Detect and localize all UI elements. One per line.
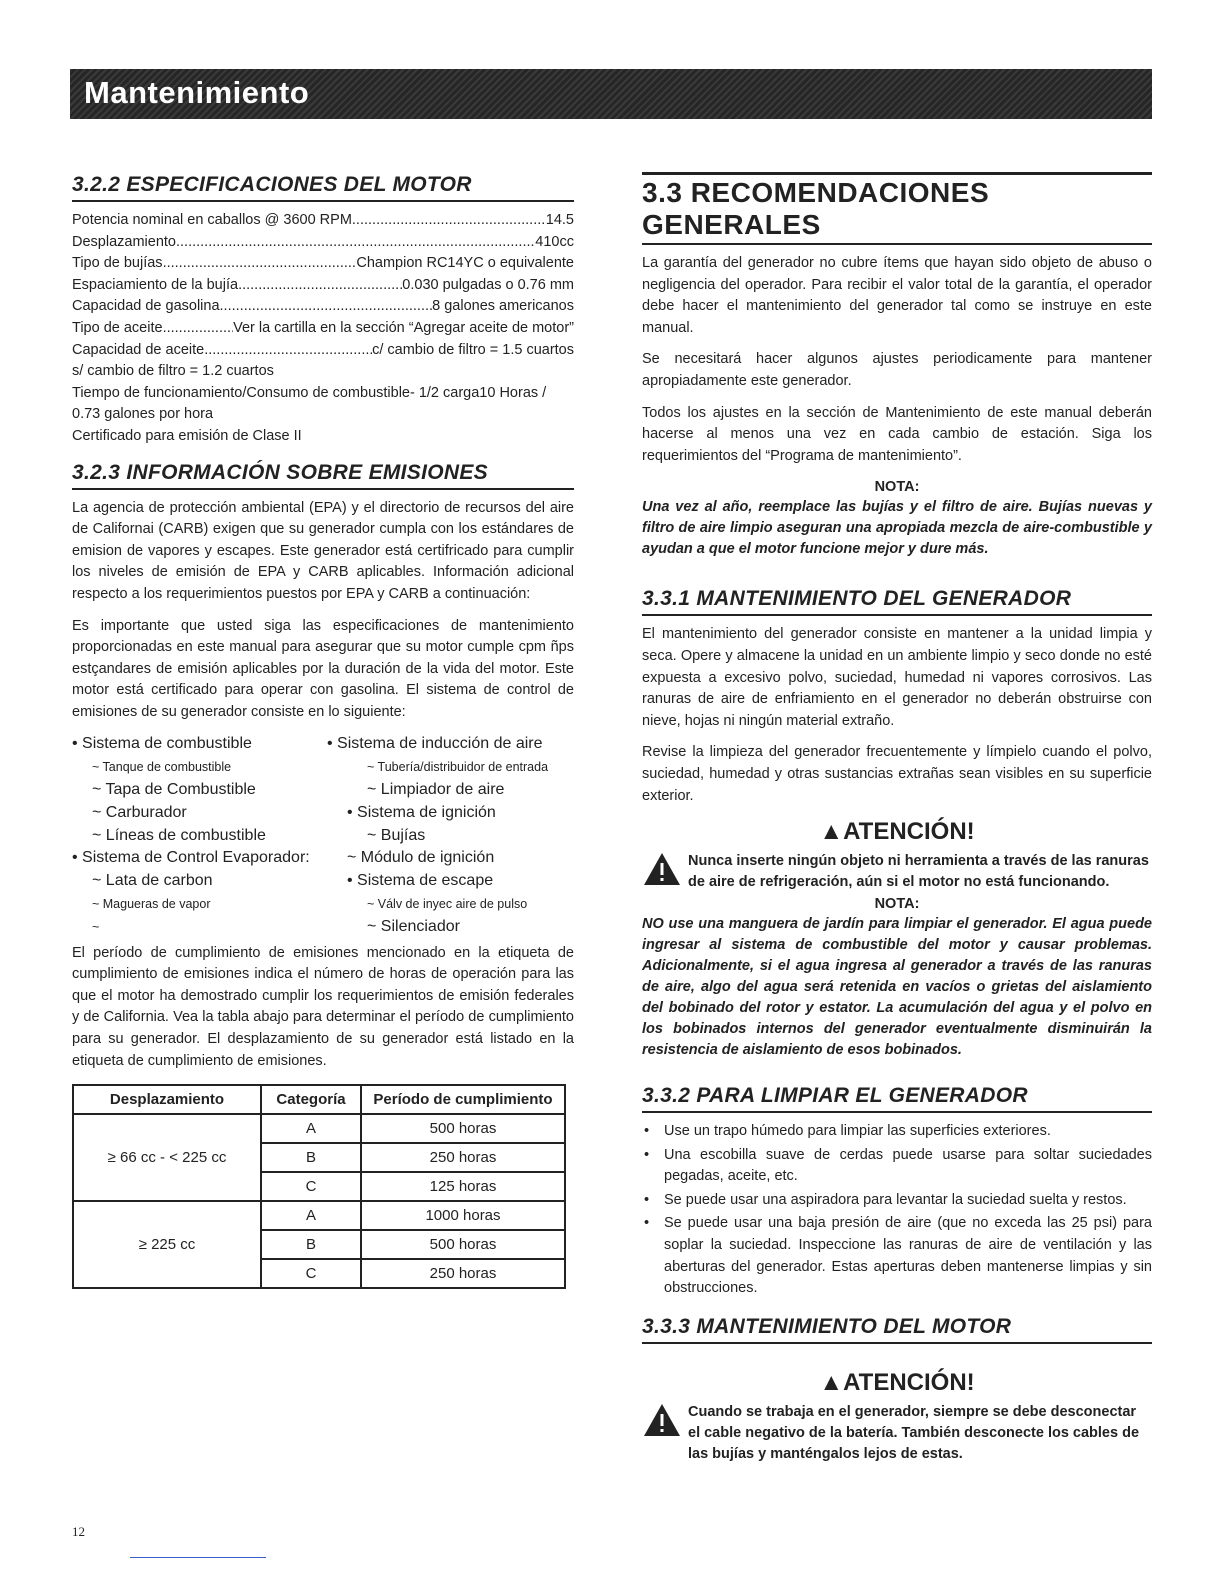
heading-3-3-1: 3.3.1 MANTENIMIENTO DEL GENERADOR bbox=[642, 586, 1152, 616]
spec-label: Capacidad de gasolina bbox=[72, 298, 220, 315]
list-item bbox=[72, 847, 574, 870]
warning-block bbox=[642, 851, 1152, 894]
leader-dots bbox=[220, 296, 433, 318]
gen-maint-p1: El mantenimiento del generador consiste en mantener a la unidad limpia y seca. Opere y almacene la unidad en un ambiente limpio y seco donde no esté expuesta a excesivo polvo, suciedad, humedad ni vapores corrosivos. Las ranuras de aire de enfriamiento en el generador no deberán obstruirse con nieve, hojas ni ningún material extraño. bbox=[642, 626, 1152, 729]
page-number: 12 bbox=[72, 1524, 85, 1539]
list-item bbox=[72, 870, 574, 893]
spec-value: 8 galones americanos bbox=[432, 298, 574, 315]
list-item: • Use un trapo húmedo para limpiar las superficies exteriores. bbox=[642, 1121, 1152, 1143]
list-item bbox=[72, 802, 574, 825]
bottom-rule bbox=[130, 1557, 266, 1558]
recommend-p1: La garantía del generador no cubre ítems que hayan sido objeto de abuso o negligencia del operador. Para recibir el valor total de la garantía, el operador debe hacer el mantenimiento del generador tal como se instruye en este manual. bbox=[642, 255, 1152, 336]
list-item-right: • Sistema de ignición bbox=[347, 803, 496, 821]
spec-value: 14.5 bbox=[545, 212, 574, 228]
section-banner bbox=[70, 69, 1152, 119]
runtime-text: Tiempo de funcionamiento/Consumo de combustible- 1/2 carga10 Horas / 0.73 galones por hora bbox=[72, 384, 547, 423]
list-item-right: ~ Limpiador de aire bbox=[367, 781, 505, 799]
table-cell: C bbox=[261, 1259, 361, 1288]
emissions-system-list bbox=[72, 733, 574, 938]
spec-row bbox=[72, 275, 574, 297]
leader-dots bbox=[204, 340, 372, 362]
list-item-left: ~ Magueras de vapor bbox=[92, 897, 211, 912]
warning-text: Nunca inserte ningún objeto ni herramienta a través de las ranuras de aire de refrigeración, aún si el motor no está funcionando. bbox=[688, 853, 1149, 891]
list-item-left: ~ Carburador bbox=[92, 803, 187, 821]
list-item bbox=[72, 916, 574, 939]
heading-3-3-2: 3.3.2 PARA LIMPIAR EL GENERADOR bbox=[642, 1083, 1152, 1113]
table-cell: 500 horas bbox=[361, 1114, 565, 1143]
table-cell: B bbox=[261, 1143, 361, 1172]
emissions-p1: La agencia de protección ambiental (EPA) y el directorio de recursos del aire de Californai (CARB) exigen que su generador cumpla con los estándares de emision de vapores y escapes. Este generador está certifricado para cumplir los niveles de emisión de EPA y CARB aplicables. Información adicional respecto a los requerimientos puestos por EPA y CARB a continuación: bbox=[72, 499, 574, 602]
leader-dots bbox=[176, 232, 535, 254]
leader-dots bbox=[163, 318, 234, 340]
list-item-right: • Sistema de escape bbox=[347, 872, 494, 890]
leader-dots bbox=[163, 253, 357, 275]
leader-dots bbox=[238, 275, 402, 297]
spec-row bbox=[72, 232, 574, 254]
list-item-right: ~ Bujías bbox=[367, 826, 426, 844]
note-heading: NOTA: bbox=[874, 896, 920, 913]
cleaning-list bbox=[642, 1121, 1152, 1300]
table-cell: 250 horas bbox=[361, 1259, 565, 1288]
table-cell: A bbox=[261, 1114, 361, 1143]
spec-row bbox=[72, 210, 574, 232]
spec-label: Potencia nominal en caballos @ 3600 RPM bbox=[72, 212, 352, 228]
warning-triangle-icon: ▲ bbox=[819, 1368, 844, 1396]
table-cell: A bbox=[261, 1201, 361, 1230]
emissions-p3: El período de cumplimiento de emisiones mencionado en la etiqueta de cumplimiento de emisiones indica el número de horas de operación para las que el motor ha demostrado cumplir los requerimientos de emisión federales y de California. Vea la tabla abajo para determinar el período de cumplimiento para su generador. El desplazamiento de su generador está listado en la etiqueta de cumplimiento de emisiones. bbox=[72, 944, 574, 1069]
oil-capacity-cont: s/ cambio de filtro = 1.2 cuartos bbox=[72, 363, 274, 380]
recommend-p2: Se necesitará hacer algunos ajustes periodicamente para mantener apropiadamente este generador. bbox=[642, 351, 1152, 389]
cert-text: Certificado para emisión de Clase II bbox=[72, 427, 302, 444]
list-item-left: • Sistema de combustible bbox=[72, 735, 252, 753]
table-header: Categoría bbox=[261, 1085, 361, 1114]
compliance-table bbox=[72, 1084, 566, 1289]
spec-row bbox=[72, 253, 574, 275]
spec-label: Espaciamiento de la bujía bbox=[72, 276, 239, 293]
attention-heading: ▲ATENCIÓN! bbox=[819, 818, 975, 846]
recommend-p3: Todos los ajustes en la sección de Mantenimiento de este manual deberán hacerse al menos una vez en cada cambio de estación. Siga los requerimientos del “Programa de mantenimiento”. bbox=[642, 404, 1152, 464]
list-item bbox=[72, 756, 574, 779]
table-cell-displacement: ≥ 225 cc bbox=[73, 1201, 261, 1288]
list-item bbox=[72, 779, 574, 802]
warning-triangle-icon bbox=[642, 851, 688, 894]
table-row bbox=[73, 1201, 565, 1230]
spec-label: Tipo de aceite bbox=[72, 319, 163, 336]
table-header: Período de cumplimiento bbox=[361, 1085, 565, 1114]
spec-value: Ver la cartilla en la sección “Agregar aceite de motor” bbox=[233, 319, 574, 336]
table-header: Desplazamiento bbox=[73, 1085, 261, 1114]
table-row bbox=[73, 1114, 565, 1143]
spec-label: Tipo de bujías bbox=[72, 255, 163, 272]
heading-3-3-3: 3.3.3 MANTENIMIENTO DEL MOTOR bbox=[642, 1314, 1152, 1344]
engine-spec-list bbox=[72, 210, 574, 361]
warning-block bbox=[642, 1402, 1152, 1465]
note-body: NO use una manguera de jardín para limpiar el generador. El agua puede ingresar al sistema de combustible del motor y causar problemas. Adicionalmente, si el agua ingresa al generador a través de las ranuras de aire, algo del agua será retenida en vacíos o grietas del aislamiento del bobinado del rotor y estator. La acumulación del agua y el polvo en los bobinados internos del generador eventualmente disminuirán la resistencia de aislamiento de esos bobinados. bbox=[642, 916, 1152, 1059]
list-item bbox=[72, 825, 574, 848]
banner-title: Mantenimiento bbox=[84, 75, 310, 110]
spec-row bbox=[72, 318, 574, 340]
table-cell-displacement: ≥ 66 cc - < 225 cc bbox=[73, 1114, 261, 1201]
left-column bbox=[72, 172, 574, 1289]
list-item-left: ~ Tapa de Combustible bbox=[92, 781, 256, 799]
table-cell: B bbox=[261, 1230, 361, 1259]
note-heading: NOTA: bbox=[874, 479, 920, 496]
list-item-left: ~ Líneas de combustible bbox=[92, 826, 266, 844]
list-item-left: ~ Tanque de combustible bbox=[92, 760, 232, 775]
table-cell: 1000 horas bbox=[361, 1201, 565, 1230]
table-cell: C bbox=[261, 1172, 361, 1201]
list-item-right: ~ Módulo de ignición bbox=[347, 849, 495, 867]
emissions-p2: Es importante que usted siga las especificaciones de mantenimiento proporcionadas en este manual para asegurar que su motor cumple cpm ñps estçandares de emisión aplicables por la duración de la vida del motor. Este motor está certificado para operar con gasolina. El sistema de control de emisiones de su generador consiste en lo siguiente: bbox=[72, 617, 574, 720]
list-item-right: ~ Válv de inyec aire de pulso bbox=[367, 897, 528, 912]
spec-value: c/ cambio de filtro = 1.5 cuartos bbox=[372, 341, 574, 358]
list-item: • Se puede usar una baja presión de aire (que no exceda las 25 psi) para soplar la suciedad. Inspeccione las ranuras de aire de ventilación y las aberturas del generador. Estas aperturas deben mantenerse limpias y sin obstrucciones. bbox=[642, 1213, 1152, 1299]
spec-value: 0.030 pulgadas o 0.76 mm bbox=[402, 276, 574, 293]
spec-label: Capacidad de aceite bbox=[72, 341, 205, 358]
list-item: • Una escobilla suave de cerdas puede usarse para soltar suciedades pegadas, aceite, etc. bbox=[642, 1145, 1152, 1188]
list-item-left: ~ bbox=[92, 919, 100, 934]
warning-triangle-icon bbox=[642, 1402, 688, 1465]
list-item-left: • Sistema de Control Evaporador: bbox=[72, 849, 310, 867]
spec-value: 410cc bbox=[535, 233, 574, 250]
table-cell: 500 horas bbox=[361, 1230, 565, 1259]
list-item-left: ~ Lata de carbon bbox=[92, 872, 213, 890]
list-item-right: • Sistema de inducción de aire bbox=[327, 735, 543, 753]
heading-3-2-3: 3.2.3 INFORMACIÓN SOBRE EMISIONES bbox=[72, 460, 574, 490]
note-body: Una vez al año, reemplace las bujías y el filtro de aire. Bujías nuevas y filtro de aire limpio aseguran una apropiada mezcla de aire-combustible y ayudan a que el motor funcione mejor y dure más. bbox=[642, 499, 1152, 558]
attention-heading: ▲ATENCIÓN! bbox=[819, 1368, 975, 1396]
list-item bbox=[72, 733, 574, 756]
warning-text: Cuando se trabaja en el generador, siempre se debe desconectar el cable negativo de la batería. También desconecte los cables de las bujías y manténgalos lejos de estas. bbox=[688, 1403, 1140, 1462]
spec-row bbox=[72, 340, 574, 362]
spec-value: Champion RC14YC o equivalente bbox=[356, 255, 574, 272]
list-item-right: ~ Silenciador bbox=[367, 917, 460, 935]
table-cell: 250 horas bbox=[361, 1143, 565, 1172]
heading-3-3: 3.3 RECOMENDACIONES GENERALES bbox=[642, 172, 1152, 245]
list-item-right: ~ Tubería/distribuidor de entrada bbox=[367, 760, 549, 775]
warning-triangle-icon: ▲ bbox=[819, 818, 844, 846]
right-column bbox=[642, 172, 1152, 1465]
list-item: • Se puede usar una aspiradora para levantar la suciedad suelta y restos. bbox=[642, 1190, 1152, 1212]
heading-3-2-2: 3.2.2 ESPECIFICACIONES DEL MOTOR bbox=[72, 172, 574, 202]
leader-dots bbox=[352, 210, 546, 232]
gen-maint-p2: Revise la limpieza del generador frecuentemente y límpielo cuando el polvo, suciedad, humedad y otras sustancias extrañas sean visibles en su superficie exterior. bbox=[642, 744, 1152, 804]
list-item bbox=[72, 893, 574, 916]
spec-row bbox=[72, 296, 574, 318]
table-cell: 125 horas bbox=[361, 1172, 565, 1201]
spec-label: Desplazamiento bbox=[72, 233, 176, 250]
